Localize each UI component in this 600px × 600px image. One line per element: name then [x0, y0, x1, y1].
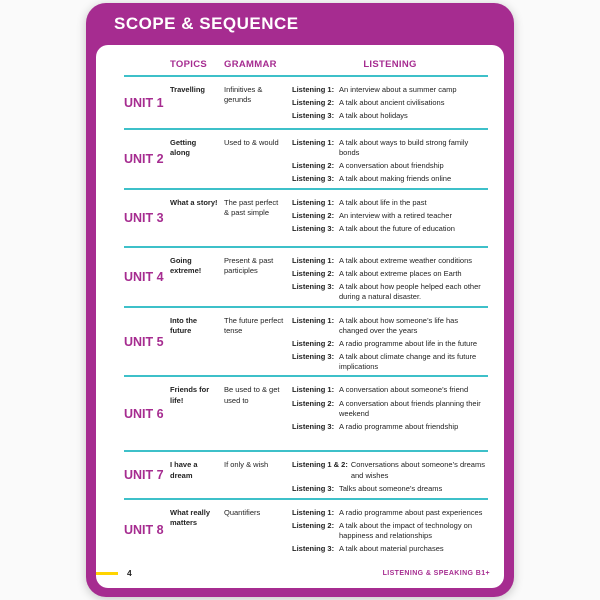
- unit-label: UNIT 2: [124, 151, 164, 166]
- listening-item: [292, 399, 488, 419]
- grammar-cell: Present & past participles: [224, 255, 274, 276]
- topic-cell: Going extreme!: [170, 255, 202, 276]
- listening-item-text: A talk about the future of education: [339, 224, 455, 234]
- listening-item-text: A conversation about friendship: [339, 161, 444, 171]
- listening-item-label: Listening 3:: [292, 352, 335, 362]
- topic-cell: Friends for life!: [170, 385, 210, 405]
- topic-cell: Into the future: [170, 315, 198, 336]
- listening-item-text: A conversation about friends planning their weekend: [339, 398, 481, 418]
- listening-item-label: Listening 2:: [292, 521, 335, 531]
- grammar-cell: Be used to & get used to: [224, 385, 280, 405]
- listening-item-label: Listening 2:: [292, 98, 335, 108]
- listening-cell: [292, 254, 488, 303]
- listening-cell: [292, 383, 488, 432]
- listening-item-text: A talk about ancient civilisations: [339, 98, 445, 108]
- listening-cell: [292, 196, 488, 234]
- listening-item-text: A talk about life in the past: [339, 197, 427, 207]
- listening-item: [292, 544, 488, 554]
- listening-item-label: Listening 1:: [292, 255, 335, 265]
- listening-item-label: Listening 2:: [292, 269, 335, 279]
- grammar-cell: If only & wish: [224, 460, 269, 470]
- topic-cell: What really matters: [170, 507, 211, 528]
- series-label: LISTENING & SPEAKING B1+: [382, 569, 490, 577]
- content-panel: [96, 45, 504, 588]
- column-header-listening: LISTENING: [363, 59, 417, 70]
- listening-item-label: Listening 3:: [292, 282, 335, 292]
- listening-item: [292, 269, 488, 279]
- unit-label: UNIT 1: [124, 95, 164, 110]
- listening-cell: [292, 314, 488, 373]
- listening-item: [292, 85, 488, 95]
- listening-cell: [292, 136, 488, 185]
- listening-item-text: A talk about how someone’s life has changed over the years: [339, 315, 459, 336]
- unit-label: UNIT 8: [124, 522, 164, 537]
- listening-item-text: A talk about the impact of technology on happiness and relationships: [339, 521, 473, 541]
- listening-item-label: Listening 1:: [292, 507, 335, 517]
- listening-item-text: A conversation about someone’s friend: [339, 385, 469, 395]
- listening-item-label: Listening 1:: [292, 385, 335, 395]
- listening-item: [292, 256, 488, 266]
- listening-item-label: Listening 1 & 2:: [292, 460, 348, 470]
- page-header: [86, 3, 514, 45]
- listening-item: [292, 460, 488, 480]
- listening-cell: [292, 458, 488, 493]
- listening-item: [292, 339, 488, 349]
- page-title: SCOPE & SEQUENCE: [114, 14, 299, 33]
- unit-label: UNIT 4: [124, 269, 164, 284]
- listening-item-text: A talk about holidays: [339, 111, 408, 121]
- listening-item-label: Listening 1:: [292, 85, 335, 94]
- listening-item: [292, 111, 488, 121]
- listening-item: [292, 521, 488, 541]
- listening-item-text: A radio programme about friendship: [339, 421, 459, 431]
- listening-item: [292, 422, 488, 432]
- listening-item-text: A talk about climate change and its future implications: [339, 352, 477, 372]
- grammar-cell: Infinitives & gerunds: [224, 85, 263, 105]
- grammar-cell: Used to & would: [224, 138, 279, 147]
- table-row-unit-1: [124, 75, 488, 128]
- listening-item-text: Talks about someone’s dreams: [339, 483, 443, 493]
- listening-item: [292, 352, 488, 372]
- listening-item-label: Listening 3:: [292, 544, 335, 554]
- listening-item-text: A talk about material purchases: [339, 544, 444, 554]
- listening-cell: [292, 83, 488, 121]
- listening-item: [292, 211, 488, 221]
- scope-sequence-page: [86, 3, 514, 597]
- listening-item: [292, 282, 488, 302]
- listening-item-text: A talk about extreme weather conditions: [339, 255, 472, 265]
- listening-item-text: A talk about extreme places on Earth: [339, 269, 462, 279]
- table-row-unit-4: [124, 246, 488, 306]
- page-number: 4: [127, 568, 132, 578]
- listening-item: [292, 98, 488, 108]
- listening-item: [292, 316, 488, 336]
- table-row-unit-2: [124, 128, 488, 188]
- listening-item: [292, 224, 488, 234]
- listening-item-label: Listening 3:: [292, 174, 335, 184]
- listening-item: [292, 174, 488, 184]
- column-header-topics: TOPICS: [170, 59, 207, 70]
- listening-item-text: An interview about a summer camp: [339, 85, 457, 94]
- grammar-cell: Quantifiers: [224, 507, 261, 517]
- unit-label: UNIT 6: [124, 406, 164, 421]
- listening-item-text: A talk about making friends online: [339, 174, 452, 184]
- listening-item-text: A talk about ways to build strong family bonds: [339, 138, 469, 158]
- listening-item-label: Listening 1:: [292, 197, 335, 207]
- listening-item-text: A talk about how people helped each other during a natural disaster.: [339, 282, 481, 302]
- topic-cell: What a story!: [170, 197, 218, 207]
- unit-label: UNIT 5: [124, 334, 164, 349]
- column-header-grammar: GRAMMAR: [224, 59, 277, 70]
- listening-item: [292, 198, 488, 208]
- table-row-unit-6: [124, 375, 488, 450]
- listening-item-label: Listening 1:: [292, 138, 335, 147]
- listening-item-label: Listening 3:: [292, 483, 335, 493]
- topic-cell: Getting along: [170, 138, 197, 158]
- page-footer: [96, 560, 504, 588]
- listening-item: [292, 161, 488, 171]
- listening-item-label: Listening 2:: [292, 211, 335, 221]
- grammar-cell: The future perfect tense: [224, 315, 284, 336]
- listening-item-label: Listening 1:: [292, 315, 335, 325]
- listening-item-label: Listening 3:: [292, 224, 335, 234]
- table-header-row: [124, 45, 488, 75]
- unit-label: UNIT 7: [124, 468, 164, 483]
- grammar-cell: The past perfect & past simple: [224, 197, 279, 218]
- table-row-unit-8: [124, 498, 488, 560]
- listening-item-text: An interview with a retired teacher: [339, 211, 452, 221]
- listening-item: [292, 138, 488, 158]
- listening-item-label: Listening 3:: [292, 421, 335, 431]
- listening-item-label: Listening 2:: [292, 161, 335, 171]
- topic-cell: Travelling: [170, 85, 206, 94]
- listening-item: [292, 508, 488, 518]
- listening-cell: [292, 506, 488, 555]
- listening-item: [292, 484, 488, 494]
- table-row-unit-7: [124, 450, 488, 498]
- column-header-spacer: [124, 59, 170, 70]
- listening-item-label: Listening 2:: [292, 398, 335, 408]
- footer-accent-bar: [96, 572, 118, 575]
- unit-label: UNIT 3: [124, 210, 164, 225]
- listening-item-text: A radio programme about life in the future: [339, 339, 477, 349]
- table-row-unit-3: [124, 188, 488, 246]
- listening-item-text: Conversations about someone’s dreams and wishes: [350, 460, 485, 480]
- table-row-unit-5: [124, 306, 488, 376]
- listening-item-label: Listening 2:: [292, 339, 335, 349]
- listening-item-text: A radio programme about past experiences: [339, 507, 483, 517]
- topic-cell: I have a dream: [170, 460, 198, 480]
- listening-item-label: Listening 3:: [292, 111, 335, 121]
- listening-item: [292, 385, 488, 395]
